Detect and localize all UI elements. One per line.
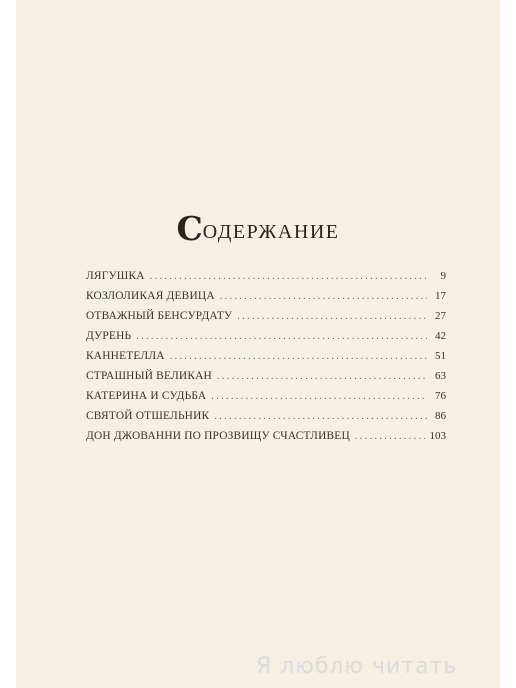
dot-leader bbox=[150, 267, 427, 287]
contents-heading bbox=[16, 209, 500, 248]
toc-entry-title: ДОН ДЖОВАННИ ПО ПРОЗВИЩУ СЧАСТЛИВЕЦ bbox=[86, 430, 350, 442]
toc-entry-title: ОТВАЖНЫЙ БЕНСУРДАТУ bbox=[86, 310, 233, 322]
toc-entry-page: 27 bbox=[435, 310, 446, 322]
toc-entry-strashny-velikan bbox=[86, 366, 446, 386]
dot-leader bbox=[170, 347, 427, 367]
dot-leader bbox=[211, 387, 427, 407]
dot-leader bbox=[220, 287, 427, 307]
toc-entry-title: КОЗЛОЛИКАЯ ДЕВИЦА bbox=[86, 290, 215, 302]
toc-entry-otvazhny-bensurdatu bbox=[86, 306, 446, 326]
toc-entry-page: 9 bbox=[440, 270, 446, 282]
toc-entry-page: 76 bbox=[435, 390, 446, 402]
store-watermark: Я люблю читать bbox=[256, 654, 458, 679]
toc-entry-page: 51 bbox=[435, 350, 446, 362]
book-page bbox=[16, 0, 500, 688]
toc-entry-svyatoy-otshelnik bbox=[86, 406, 446, 426]
toc-entry-page: 63 bbox=[435, 370, 446, 382]
toc-entry-title: КАТЕРИНА И СУДЬБА bbox=[86, 390, 207, 402]
toc-entry-duren bbox=[86, 326, 446, 346]
toc-entry-title: КАННЕТЕЛЛА bbox=[86, 350, 165, 362]
table-of-contents bbox=[86, 266, 446, 446]
toc-entry-katerina-i-sudba bbox=[86, 386, 446, 406]
toc-entry-page: 42 bbox=[435, 330, 446, 342]
decorative-initial: С bbox=[176, 209, 203, 248]
dot-leader bbox=[214, 407, 427, 427]
toc-entry-title: ДУРЕНЬ bbox=[86, 330, 132, 342]
toc-entry-page: 86 bbox=[435, 410, 446, 422]
dot-leader bbox=[355, 427, 425, 447]
toc-entry-title: СТРАШНЫЙ ВЕЛИКАН bbox=[86, 370, 212, 382]
toc-entry-kozlolikaya-devitsa bbox=[86, 286, 446, 306]
dot-leader bbox=[217, 367, 427, 387]
toc-entry-page: 103 bbox=[429, 430, 446, 442]
dot-leader bbox=[237, 307, 427, 327]
toc-entry-title: СВЯТОЙ ОТШЕЛЬНИК bbox=[86, 410, 210, 422]
toc-entry-page: 17 bbox=[435, 290, 446, 302]
toc-entry-don-dzhovanni bbox=[86, 426, 446, 446]
toc-entry-kannetella bbox=[86, 346, 446, 366]
toc-entry-title: ЛЯГУШКА bbox=[86, 270, 145, 282]
heading-text: ОДЕРЖАНИЕ bbox=[202, 221, 340, 243]
dot-leader bbox=[136, 327, 427, 347]
toc-entry-lyagushka bbox=[86, 266, 446, 286]
